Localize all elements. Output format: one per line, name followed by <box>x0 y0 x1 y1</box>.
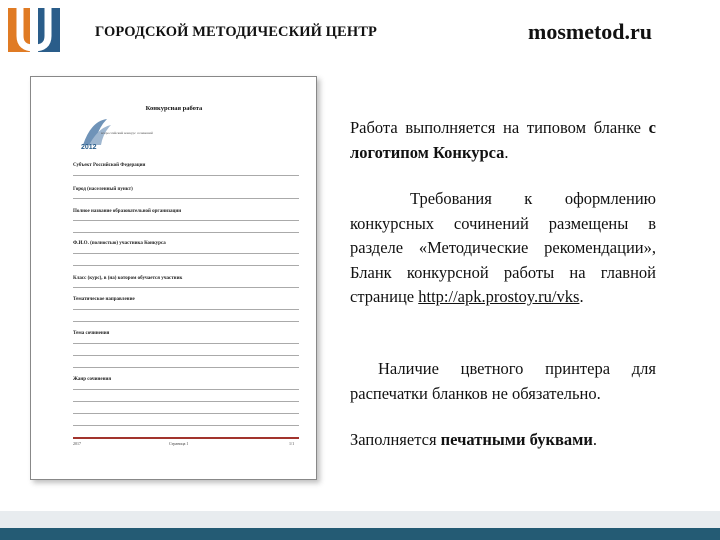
slide-header <box>0 0 720 64</box>
site-url[interactable]: mosmetod.ru <box>528 19 653 44</box>
form-footer-left: 2017 <box>73 441 81 446</box>
guidelines-link[interactable]: http://apk.prostoy.ru/vks <box>418 287 580 306</box>
form-field-line <box>73 232 299 233</box>
p1-bold: с логотипом Конкурса <box>350 118 656 162</box>
form-field-line <box>73 287 299 288</box>
mosmetod-logo-icon <box>4 2 66 56</box>
emblem-year: 2012 <box>81 144 97 151</box>
form-field-label: Полное название образовательной организации <box>73 209 182 214</box>
p1-text: Работа выполняется на типовом бланке <box>350 118 649 137</box>
paragraph-requirements <box>350 187 656 310</box>
form-field-label: Жанр сочинения <box>73 377 112 382</box>
form-field-line <box>73 355 299 356</box>
form-field-line <box>73 321 299 322</box>
form-field-line <box>73 309 299 310</box>
form-field-line <box>73 253 299 254</box>
form-field-label: Субъект Российской Федерации <box>73 163 146 168</box>
form-footer-page: Страница 1 <box>169 441 189 446</box>
form-footer-rule <box>73 437 299 439</box>
form-field-line <box>73 413 299 414</box>
form-field-line <box>73 401 299 402</box>
form-thumbnail <box>30 76 317 480</box>
footer-bar <box>0 528 720 540</box>
form-field-line <box>73 389 299 390</box>
paragraph-template-form <box>350 116 656 165</box>
emblem-caption: всероссийский конкурс сочинений <box>101 131 153 135</box>
form-field-line <box>73 343 299 344</box>
org-name: ГОРОДСКОЙ МЕТОДИЧЕСКИЙ ЦЕНТР <box>95 24 377 40</box>
form-field-line <box>73 265 299 266</box>
p2-end: . <box>579 287 584 306</box>
p4-bold: печатными буквами <box>440 430 593 449</box>
paragraph-block-letters <box>350 428 656 453</box>
form-field-label: Тема сочинения <box>73 331 110 336</box>
form-field-label: Ф.И.О. (полностью) участника Конкурса <box>73 241 166 246</box>
form-field-line <box>73 198 299 199</box>
p3-text: Наличие цветного принтера для распечатки бланков не обязательно. <box>350 359 656 403</box>
form-footer-right: 1/1 <box>289 441 295 446</box>
p2-text: Требования к оформлению конкурсных сочинений размещены в разделе «Методические рекомендации», Бланк конкурсной работы на главной странице <box>350 189 656 306</box>
form-field-line <box>73 220 299 221</box>
form-title: Конкурсная работа <box>145 105 203 112</box>
form-field-label: Класс (курс), в (на) котором обучается участник <box>73 276 183 281</box>
p4-text: Заполняется <box>350 430 441 449</box>
p4-end: . <box>592 430 597 449</box>
paragraph-printer <box>350 357 656 406</box>
p1-end: . <box>504 142 509 162</box>
form-field-line <box>73 367 299 368</box>
form-field-label: Город (населенный пункт) <box>73 187 133 192</box>
form-field-label: Тематическое направление <box>73 297 135 302</box>
form-field-line <box>73 425 299 426</box>
form-field-line <box>73 175 299 176</box>
